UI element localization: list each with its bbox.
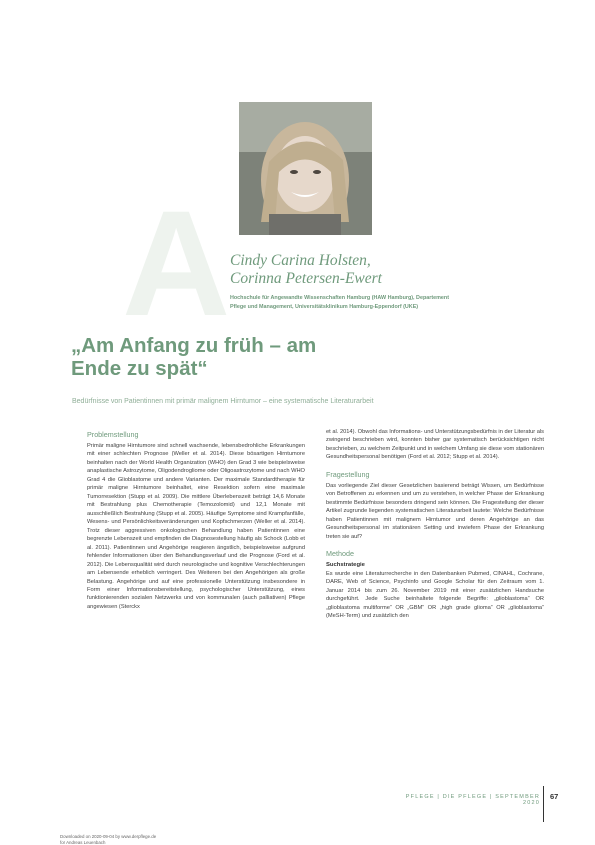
title-line-2: Ende zu spät“ [71, 357, 491, 380]
subheading-search-strategy: Suchstrategie [326, 561, 544, 569]
continued-paragraph: et al. 2014). Obwohl das Informations- und Unterstützungsbedürfnis in der Literatur als zwingend beschrieben wird, konnten bisher gar systematisch berücksichtigen nicht beschrieben, zu welchem Zeitpunkt und in welchem Umfang sie diese vom stationären Gesundheitspersonal benötigen (Ford et al. 2012; Stupp et al. 2014). [326, 428, 544, 462]
author-names [230, 252, 530, 288]
right-column [326, 428, 544, 620]
section-heading-question: Fragestellung [326, 470, 544, 479]
article-title [71, 334, 491, 380]
decorative-initial: A [122, 198, 272, 328]
problem-paragraph: Primär maligne Hirntumore sind schnell wachsende, lebensbedrohliche Erkrankungen mit einer schlechten Prognose (Weller et al. 2014). Diese bösartigen Hirntumore beinhalten nach der World Health Organization (WHO) den Grad 3 wie beispielsweise anaplastische Astrozytome, Oligodendrogliome oder Oligoastrozytome und nach WHO Grad 4 die Glioblastome und andere Varianten. Der maximale Standardtherapie für primär maligne Hirntumore beinhaltet, eine Resektion sofern eine maximale Tumorresektion (Stupp et al. 2009). Die mittlere Überlebenszeit beträgt 14,6 Monate mit Bestrahlung plus Chemotherapie (Temozolomid) und 12,1 Monate mit ausschließlich Bestrahlung (Stupp et al. 2005). Häufige Symptome sind Krampfanfälle, Wesens- und Persönlichkeitsveränderungen und Kopfschmerzen (Weller et al. 2014). Trotz dieser aggressiven onkologischen Behandlung haben Patientinnen eine begrenzte Lebenszeit und empfinden die Diagnosestellung häufig als Schock (Lobb et al. 2011). Patientinnen und Angehörige reagieren ängstlich, beispielsweise aufgrund fehlender Informationen über den Behandlungsverlauf und die Prognose (Ford et al. 2012). Die Lebensqualität wird durch neurologische und kognitive Verschlechterungen am Lebensende erheblich verringert. Des Weiteren bei den Angehörigen als große Belastung. Angehörige und auf eine professionelle Unterstützung insbesondere in Form einer Informationsbereitstellung, psychologischer Unterstützung, eines funktionierenden sozialen Netzwerks und von kommunalen (auch palliativen) Pflege angewiesen (Sterckx [87, 442, 305, 611]
author-photo [239, 102, 372, 235]
download-line-2: for Andreas Leuenbach [60, 840, 360, 845]
title-line-1: „Am Anfang zu früh – am [71, 334, 491, 357]
download-line-1: Downloaded on 2020-09-04 by www.derpflege.de [60, 834, 360, 840]
author-line-2: Corinna Petersen-Ewert [230, 270, 530, 288]
question-paragraph: Das vorliegende Ziel dieser Gesetzlichen basierend beträgt Wissen, um Bedürfnisse von Betroffenen zu erkennen und um zu verstehen, in welcher Phase der Erkrankung bestimmte Bedürfnisse besonders dringend sein können. Die Fragestellung der dieser Artikel zugrunde liegenden systematischen Literaturarbeit lautete: Welche Bedürfnisse haben Patientinnen mit malignem Hirntumor und deren Angehörige an das Gesundheitspersonal im stationären Setting und inwiefern Phase der Erkrankung treten sie auf? [326, 482, 544, 541]
page-number: 67 [550, 792, 558, 801]
section-heading-problem: Problemstellung [87, 430, 305, 439]
article-subtitle: Bedürfnisse von Patientinnen mit primär malignem Hirntumor – eine systematische Literaturarbeit [72, 397, 532, 406]
journal-footer: PFLEGE | DIE PFLEGE | SEPTEMBER 2020 [390, 794, 540, 806]
left-column [87, 430, 305, 611]
download-notice [60, 834, 360, 845]
affiliation-line-1: Hochschule für Angewandte Wissenschaften Hamburg (HAW Hamburg), Departement [230, 294, 548, 303]
page-divider [543, 786, 544, 822]
affiliation-line-2: Pflege und Management, Universitätsklinikum Hamburg-Eppendorf (UKE) [230, 303, 548, 312]
search-paragraph: Es wurde eine Literaturrecherche in den Datenbanken Pubmed, CINAHL, Cochrane, DARE, Web of Science, Psychinfo und Google Scholar für den Zeitraum vom 1. Januar 2014 bis zum 26. November 2019 mit einer zusätzlichen Handsuche durchgeführt. Jede Suche beinhaltete folgende Begriffe: „glioblastoma“ OR „glioblastoma multiforme“ OR „GBM“ OR „high grade glioma“ OR „glioblastoma“ (MeSH-Term) und zusätzlich den [326, 570, 544, 621]
portrait-image [239, 102, 372, 235]
section-heading-method: Methode [326, 549, 544, 558]
author-affiliation [230, 294, 548, 311]
author-line-1: Cindy Carina Holsten, [230, 252, 530, 270]
